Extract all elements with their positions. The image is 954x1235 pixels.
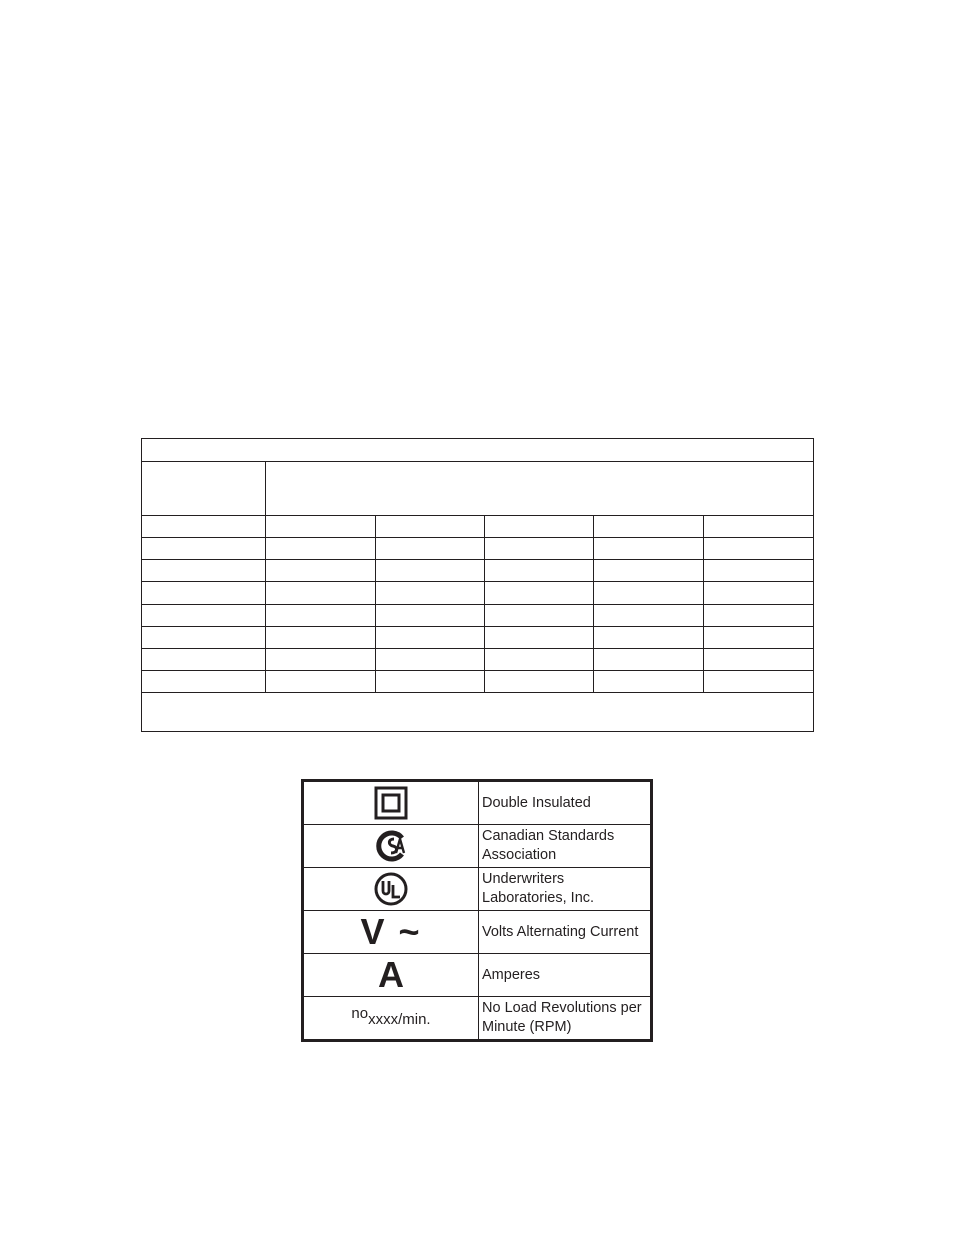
symbol-row-rpm <box>303 997 652 1041</box>
grid-footer-cell <box>142 692 814 731</box>
grid-data-row <box>142 648 814 670</box>
symbol-description: No Load Revolutions per Minute (RPM) <box>479 997 652 1041</box>
symbol-description: Amperes <box>479 954 652 997</box>
double-insulated-icon <box>374 786 408 820</box>
grid-title-row <box>142 439 814 462</box>
symbol-description: Canadian Standards Association <box>479 825 652 868</box>
amperes-symbol: A <box>378 954 404 995</box>
grid-header-row <box>142 462 814 516</box>
volts-ac-symbol: V ~ <box>360 911 422 952</box>
grid-footer-row <box>142 692 814 731</box>
symbol-cell <box>303 868 479 911</box>
grid-data-row <box>142 516 814 538</box>
grid-data-row <box>142 538 814 560</box>
grid-data-row <box>142 604 814 626</box>
symbol-cell <box>303 954 479 997</box>
symbol-description: Double Insulated <box>479 781 652 825</box>
symbol-cell <box>303 911 479 954</box>
symbol-description: Underwriters Laboratories, Inc. <box>479 868 652 911</box>
grid-data-row <box>142 670 814 692</box>
grid-header-left-cell <box>142 462 266 516</box>
symbol-row-ul <box>303 868 652 911</box>
rpm-symbol <box>351 1005 430 1028</box>
symbol-cell <box>303 997 479 1041</box>
grid-data-row <box>142 582 814 604</box>
symbol-cell <box>303 825 479 868</box>
csa-mark-icon <box>375 830 407 862</box>
grid-header-right-cell <box>266 462 814 516</box>
symbol-legend-table <box>301 779 653 1042</box>
empty-grid-table <box>141 438 814 732</box>
grid-data-row <box>142 626 814 648</box>
symbol-cell <box>303 781 479 825</box>
symbol-row-volts <box>303 911 652 954</box>
symbol-description: Volts Alternating Current <box>479 911 652 954</box>
symbol-row-amperes <box>303 954 652 997</box>
ul-mark-icon <box>374 872 408 906</box>
symbol-row-double-insulated <box>303 781 652 825</box>
grid-title-cell <box>142 439 814 462</box>
rpm-symbol-suffix: xxxx/min. <box>368 1011 431 1028</box>
grid-data-row <box>142 560 814 582</box>
symbol-row-csa <box>303 825 652 868</box>
rpm-symbol-prefix: no <box>351 1005 369 1022</box>
